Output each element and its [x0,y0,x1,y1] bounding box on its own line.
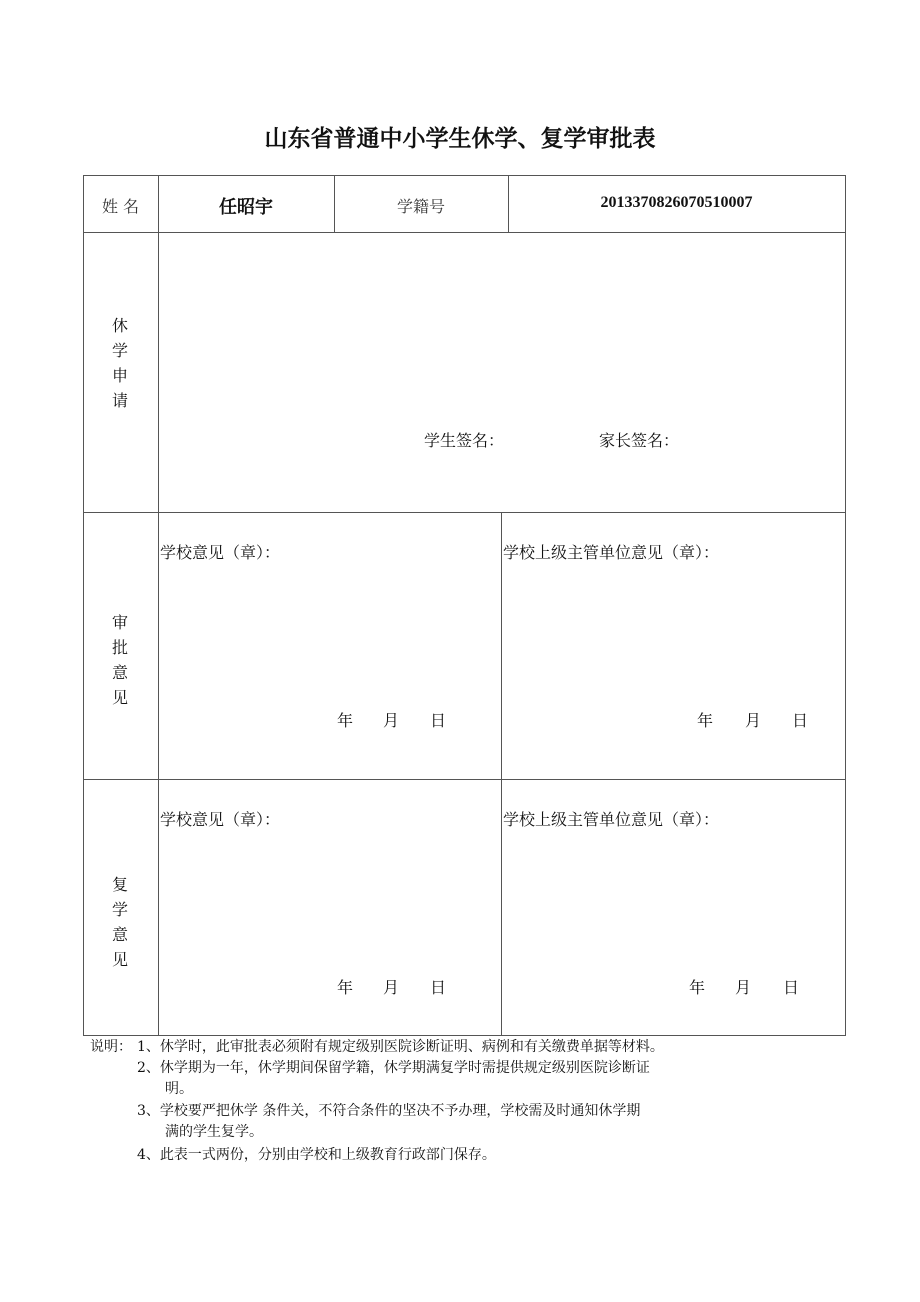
resumption-label: 复学意见 [111,875,128,969]
resumption-school-opinion: 学校意见（章）： [160,810,281,829]
student-id-label: 学籍号 [396,197,445,216]
parent-signature-label: 家长签名： [599,431,680,450]
resumption-superior-day: 日 [783,978,800,997]
note-item: 2、休学期为一年，休学期间保留学籍，休学期满复学时需提供规定级别医院诊断证 [137,1060,650,1076]
resumption-superior-opinion: 学校上级主管单位意见（章）： [503,810,720,829]
notes-prefix: 说明： [90,1039,132,1055]
note-item: 明。 [165,1081,193,1097]
name-value: 任昭宇 [219,197,273,218]
resumption-school-year: 年 [337,978,354,997]
note-item: 满的学生复学。 [165,1124,263,1140]
approval-superior-year: 年 [697,711,714,730]
approval-label: 审批意见 [111,613,128,707]
approval-superior-day: 日 [792,711,809,730]
approval-superior-month: 月 [745,711,762,730]
approval-school-opinion: 学校意见（章）： [160,543,281,562]
note-item: 4、此表一式两份，分别由学校和上级教育行政部门保存。 [137,1147,496,1163]
resumption-school-month: 月 [383,978,400,997]
resumption-superior-month: 月 [735,978,752,997]
student-id-value: 2013370826070510007 [600,194,753,211]
approval-superior-opinion: 学校上级主管单位意见（章）： [503,543,720,562]
approval-school-day: 日 [430,711,447,730]
resumption-school-day: 日 [430,978,447,997]
approval-school-year: 年 [337,711,354,730]
page-title: 山东省普通中小学生休学、复学审批表 [264,125,656,152]
note-item: 3、学校要严把休学 条件关，不符合条件的坚决不予办理，学校需及时通知休学期 [137,1103,641,1119]
resumption-superior-year: 年 [689,978,706,997]
name-label: 姓 名 [101,197,140,216]
suspension-label: 休学申请 [111,316,128,410]
note-item: 1、休学时，此审批表必须附有规定级别医院诊断证明、病例和有关缴费单据等材料。 [137,1039,664,1055]
approval-school-month: 月 [383,711,400,730]
student-signature-label: 学生签名： [424,431,505,450]
